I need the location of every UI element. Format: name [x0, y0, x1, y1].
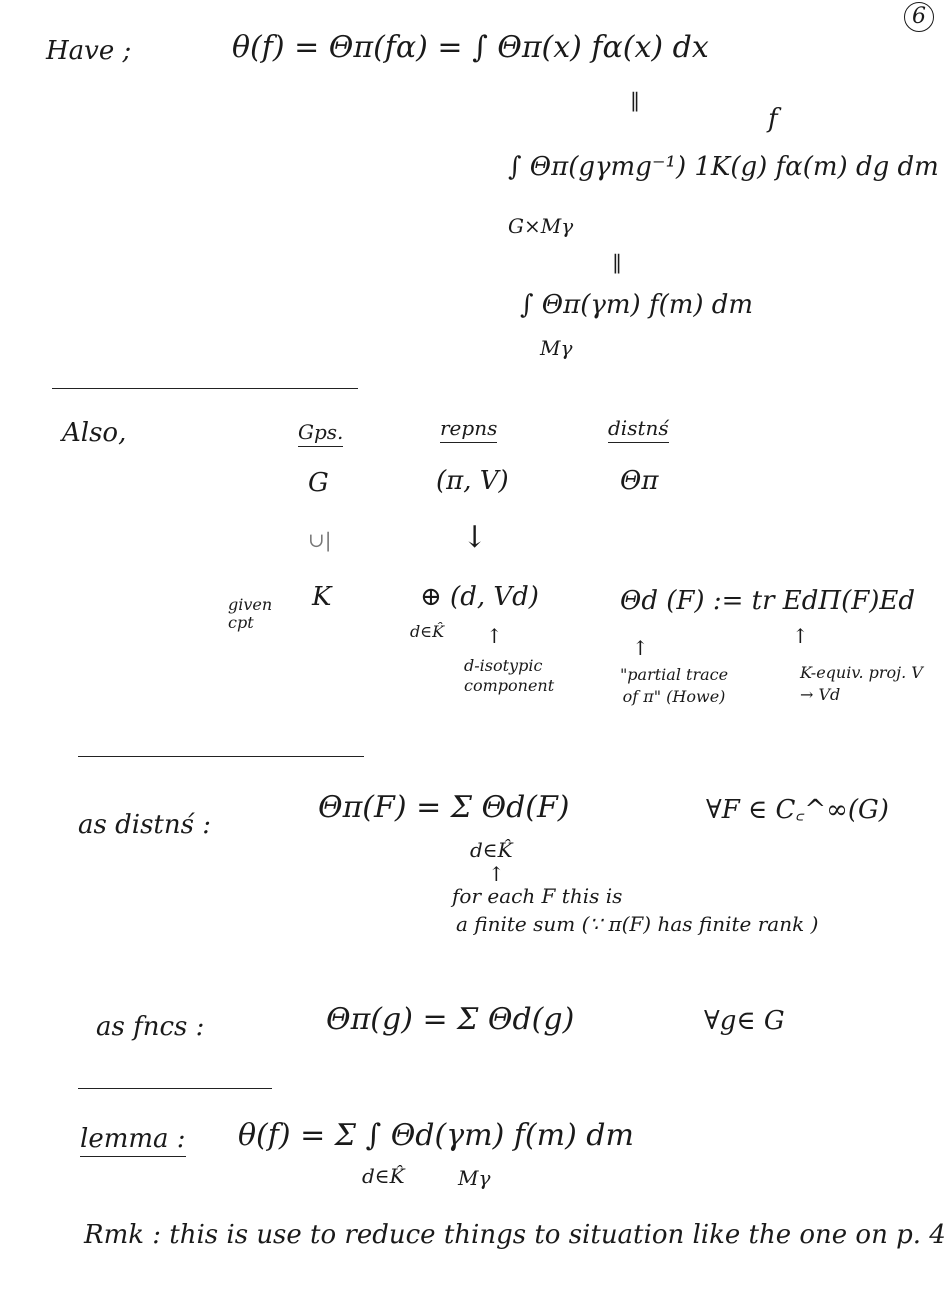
remark-text: Rmk : this is use to reduce things to situation like the one on p. 4	[84, 1220, 946, 1250]
equals-sign-2: ‖	[612, 250, 622, 274]
d-isotypic-note: d-isotypic component	[464, 656, 555, 695]
theta-pi: Θπ	[620, 466, 659, 496]
f-over-label: f	[768, 104, 778, 134]
given-cpt-note: given cpt	[228, 595, 273, 632]
direct-sum-index: d∈K̂	[410, 622, 445, 641]
lemma-integral-domain: Mγ	[458, 1166, 491, 1190]
down-arrow: ↓	[462, 520, 488, 555]
lemma-formula: θ(f) = Σ ∫ Θd(γm) f(m) dm	[238, 1118, 634, 1153]
column-distns: distnś	[608, 416, 669, 443]
lemma-label: lemma :	[80, 1124, 186, 1157]
direct-sum-d-vd: ⊕ (d, Vd)	[420, 582, 539, 612]
group-k: K	[312, 582, 332, 612]
finite-sum-note-line-1: for each F this is	[452, 884, 623, 908]
pointer-arrow-partial-trace: ↑	[632, 636, 649, 660]
theta-d-definition: Θd (F) := tr EdΠ(F)Ed	[620, 586, 916, 616]
partial-trace-note: "partial trace of π" (Howe)	[619, 665, 729, 706]
divider-2	[78, 756, 364, 757]
distns-sum-index: d∈K̂	[470, 838, 513, 862]
column-repns: repns	[440, 416, 497, 443]
integral-domain-m: Mγ	[540, 336, 573, 360]
pointer-arrow-isotypic: ↑	[486, 624, 503, 648]
forall-g-in-g: ∀g∈ G	[704, 1006, 785, 1036]
as-fncs-label: as fncs :	[96, 1012, 205, 1042]
containment-symbol: ∪|	[308, 528, 332, 552]
group-g: G	[308, 468, 329, 498]
integral-m-equation: ∫ Θπ(γm) f(m) dm	[520, 290, 754, 320]
divider-1	[52, 388, 358, 389]
pointer-arrow-projection: ↑	[792, 624, 809, 648]
have-label: Have ;	[46, 36, 132, 66]
column-gps: Gps.	[298, 420, 343, 447]
as-distns-label: as distnś :	[78, 810, 211, 840]
distns-sum-formula: Θπ(F) = Σ Θd(F)	[318, 790, 570, 825]
fncs-sum-formula: Θπ(g) = Σ Θd(g)	[326, 1002, 575, 1037]
integral-g-m-equation: ∫ Θπ(gγmg⁻¹) 1K(g) fα(m) dg dm	[508, 152, 939, 182]
repn-pi-v: (π, V)	[436, 466, 509, 496]
k-equiv-projection-note: K-equiv. proj. V → Vd	[800, 663, 923, 704]
equals-sign-1: ‖	[630, 88, 640, 112]
lemma-sum-index: d∈K̂	[362, 1164, 405, 1188]
also-label: Also,	[62, 418, 127, 448]
divider-3	[78, 1088, 272, 1089]
forall-f-in-cc-infinity: ∀F ∈ C꜀^∞(G)	[706, 795, 889, 825]
integral-domain-gxm: G×Mγ	[508, 214, 574, 238]
note-arrow: ↑	[488, 862, 505, 886]
finite-sum-note-line-2: a finite sum (∵ π(F) has finite rank )	[456, 912, 819, 936]
page-number: 6	[904, 2, 934, 32]
theta-f-equation: θ(f) = Θπ(fα) = ∫ Θπ(x) fα(x) dx	[232, 30, 709, 65]
